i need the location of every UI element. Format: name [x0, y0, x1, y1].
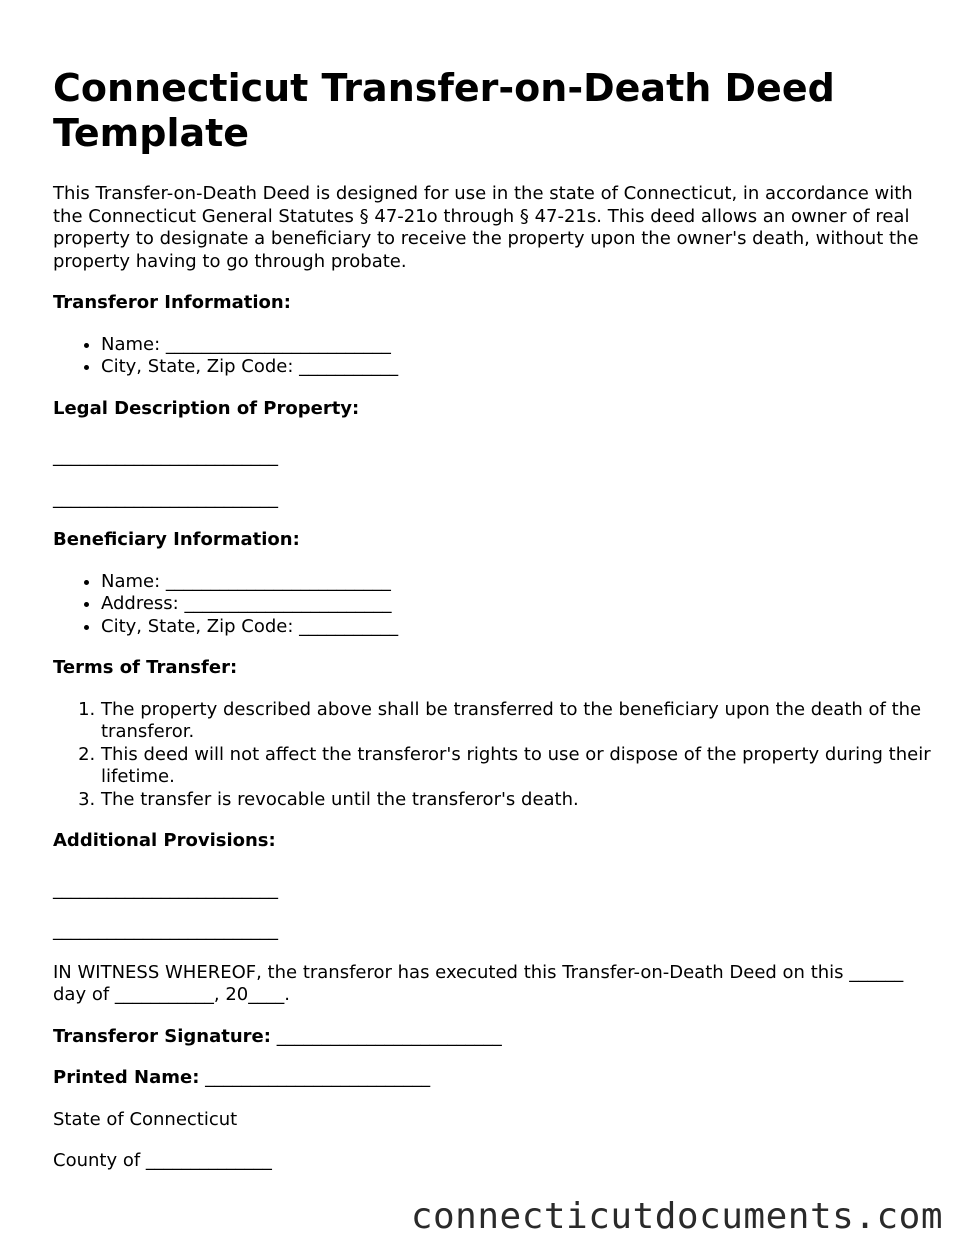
beneficiary-address-item: • Address: _______________________ — [101, 593, 933, 616]
beneficiary-heading: Beneficiary Information: — [53, 529, 300, 550]
signature-label: Transferor Signature: — [53, 1025, 271, 1047]
additional-line-2: _________________________ — [53, 920, 278, 941]
terms-item-1: 1. The property described above shall be transferred to the beneficiary upon the death of the transferor. — [101, 699, 933, 744]
witness-paragraph: IN WITNESS WHEREOF, the transferor has executed this Transfer-on-Death Deed on this ______ day of ___________, 20____. — [53, 961, 904, 1005]
beneficiary-city-item: • City, State, Zip Code: ___________ — [101, 616, 933, 639]
legal-description-line-1: _________________________ — [53, 446, 278, 467]
document-title: Connecticut Transfer-on-Death Deed Template — [53, 66, 835, 155]
transferor-heading: Transferor Information: — [53, 292, 291, 313]
document-body — [53, 66, 933, 1192]
signature-line — [53, 1026, 933, 1049]
beneficiary-list — [53, 571, 933, 639]
terms-item-2: 2. This deed will not affect the transferor's rights to use or dispose of the property during their lifetime. — [101, 744, 933, 789]
printed-name-label: Printed Name: — [53, 1067, 200, 1088]
intro-paragraph: This Transfer-on-Death Deed is designed for use in the state of Connecticut, in accordance with the Connecticut General Statutes § 47-21o through § 47-21s. This deed allows an owner of real property to designate a beneficiary to receive the property upon the owner's death, without the property having to go through probate. — [53, 183, 919, 272]
county-line: County of ______________ — [53, 1150, 272, 1171]
additional-provisions-heading: Additional Provisions: — [53, 830, 276, 851]
state-line: State of Connecticut — [53, 1108, 238, 1130]
printed-name-line — [53, 1067, 933, 1090]
transferor-name-item: • Name: _________________________ — [101, 334, 933, 357]
signature-blank: _________________________ — [276, 1025, 502, 1047]
terms-heading: Terms of Transfer: — [53, 657, 238, 678]
printed-name-blank: _________________________ — [205, 1067, 431, 1088]
terms-item-3: 3. The transfer is revocable until the transferor's death. — [101, 789, 933, 812]
legal-description-line-2: _________________________ — [53, 487, 278, 509]
site-watermark: connecticutdocuments.com — [410, 1196, 943, 1237]
terms-list — [53, 699, 933, 812]
transferor-list — [53, 334, 933, 379]
beneficiary-name-item: • Name: _________________________ — [101, 571, 933, 594]
legal-description-heading: Legal Description of Property: — [53, 397, 360, 419]
additional-line-1: _________________________ — [53, 878, 278, 900]
transferor-city-item: • City, State, Zip Code: ___________ — [101, 356, 933, 379]
